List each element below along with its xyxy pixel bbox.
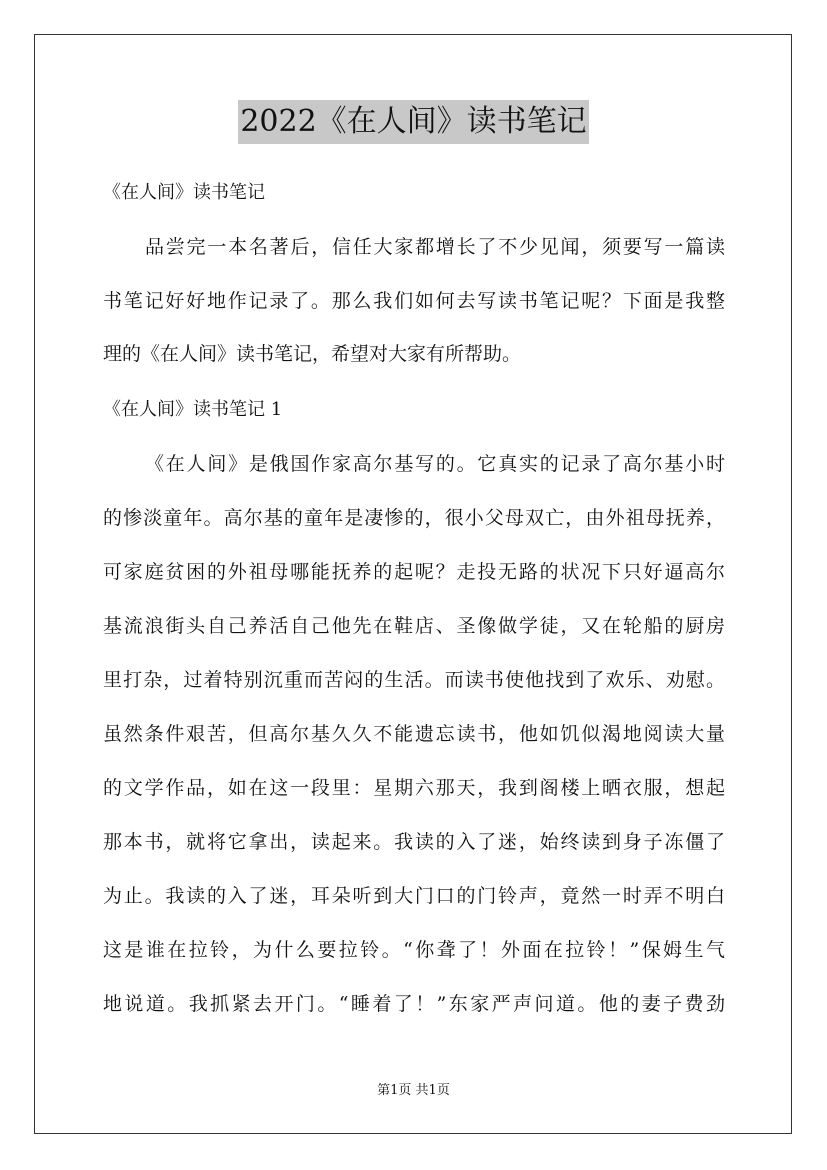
- paragraph-line: 这是谁在拉铃，为什么要拉铃。“你聋了！外面在拉铃！”保姆生气: [103, 939, 725, 961]
- paragraph-line: 书笔记好好地作记录了。那么我们如何去写读书笔记呢？下面是我整: [103, 290, 725, 312]
- title-container: [0, 100, 827, 144]
- paragraph-line: 理的《在人间》读书笔记，希望对大家有所帮助。: [103, 343, 522, 365]
- paragraph-line: 的文学作品，如在这一段里：星期六那天，我到阁楼上晒衣服，想起: [103, 777, 725, 799]
- section-heading-1: 《在人间》读书笔记 1: [103, 399, 283, 420]
- document-title: 2022《在人间》读书笔记: [238, 100, 588, 144]
- paragraph-line: 为止。我读的入了迷，耳朵听到大门口的门铃声，竟然一时弄不明白: [103, 885, 725, 907]
- paragraph-line: 基流浪街头自己养活自己他先在鞋店、圣像做学徒，又在轮船的厨房: [103, 615, 725, 637]
- page-number: 第1页 共1页: [377, 1083, 450, 1098]
- paragraph-line: 虽然条件艰苦，但高尔基久久不能遗忘读书，他如饥似渴地阅读大量: [103, 723, 725, 745]
- intro-heading: 《在人间》读书笔记: [103, 182, 265, 203]
- paragraph-line: 里打杂，过着特别沉重而苦闷的生活。而读书使他找到了欢乐、劝慰。: [103, 669, 725, 691]
- paragraph-line: 《在人间》是俄国作家高尔基写的。它真实的记录了高尔基小时: [145, 453, 725, 475]
- paragraph-line: 的惨淡童年。高尔基的童年是凄惨的，很小父母双亡，由外祖母抚养，: [103, 507, 725, 529]
- paragraph-line: 可家庭贫困的外祖母哪能抚养的起呢？走投无路的状况下只好逼高尔: [103, 561, 725, 583]
- paragraph-line: 地说道。我抓紧去开门。“睡着了！”东家严声问道。他的妻子费劲: [103, 993, 725, 1015]
- paragraph-line: 那本书，就将它拿出，读起来。我读的入了迷，始终读到身子冻僵了: [103, 831, 725, 853]
- paragraph-line: 品尝完一本名著后，信任大家都增长了不少见闻，须要写一篇读: [145, 236, 725, 258]
